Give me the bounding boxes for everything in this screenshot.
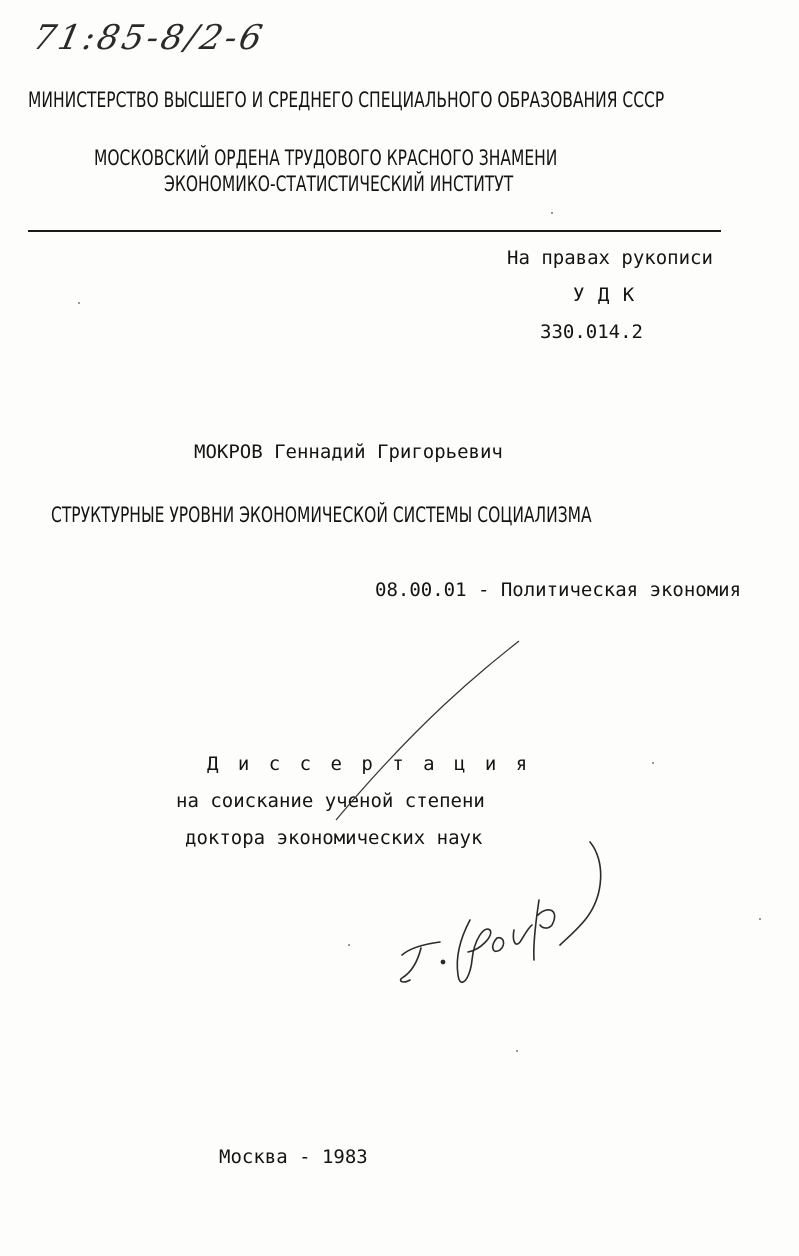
scan-speck xyxy=(759,918,761,920)
udk-code: 330.014.2 xyxy=(540,321,643,343)
ministry-heading: МИНИСТЕРСТВО ВЫСШЕГО И СРЕДНЕГО СПЕЦИАЛЬНОГО ОБРАЗОВАНИЯ СССР xyxy=(28,88,665,112)
institute-name-line1: МОСКОВСКИЙ ОРДЕНА ТРУДОВОГО КРАСНОГО ЗНАМЕНИ xyxy=(94,146,558,170)
archive-code-handwritten: 71:85-8/2-6 xyxy=(29,18,269,58)
author-name: МОКРОВ Геннадий Григорьевич xyxy=(194,441,503,463)
udk-label: У Д К xyxy=(573,284,636,306)
institute-name-line2: ЭКОНОМИКО-СТАТИСТИЧЕСКИЙ ИНСТИТУТ xyxy=(164,172,514,196)
dissertation-label: Д и с с е р т а ц и я xyxy=(207,753,532,775)
degree-line: на соискание ученой степени xyxy=(176,790,485,812)
scan-speck xyxy=(348,944,350,946)
manuscript-rights: На правах рукописи xyxy=(507,247,713,269)
specialty: 08.00.01 - Политическая экономия xyxy=(375,579,742,601)
scan-speck xyxy=(551,212,553,214)
scan-speck xyxy=(78,302,80,304)
city-year: Москва - 1983 xyxy=(219,1146,368,1168)
dissertation-title: СТРУКТУРНЫЕ УРОВНИ ЭКОНОМИЧЕСКОЙ СИСТЕМЫ СОЦИАЛИЗМА xyxy=(51,503,592,527)
scan-speck xyxy=(652,762,654,764)
header-divider xyxy=(28,230,721,232)
scan-speck xyxy=(516,1050,518,1052)
doctor-of-economics-line: доктора экономических наук xyxy=(185,827,483,849)
signature-drawing xyxy=(401,842,601,982)
